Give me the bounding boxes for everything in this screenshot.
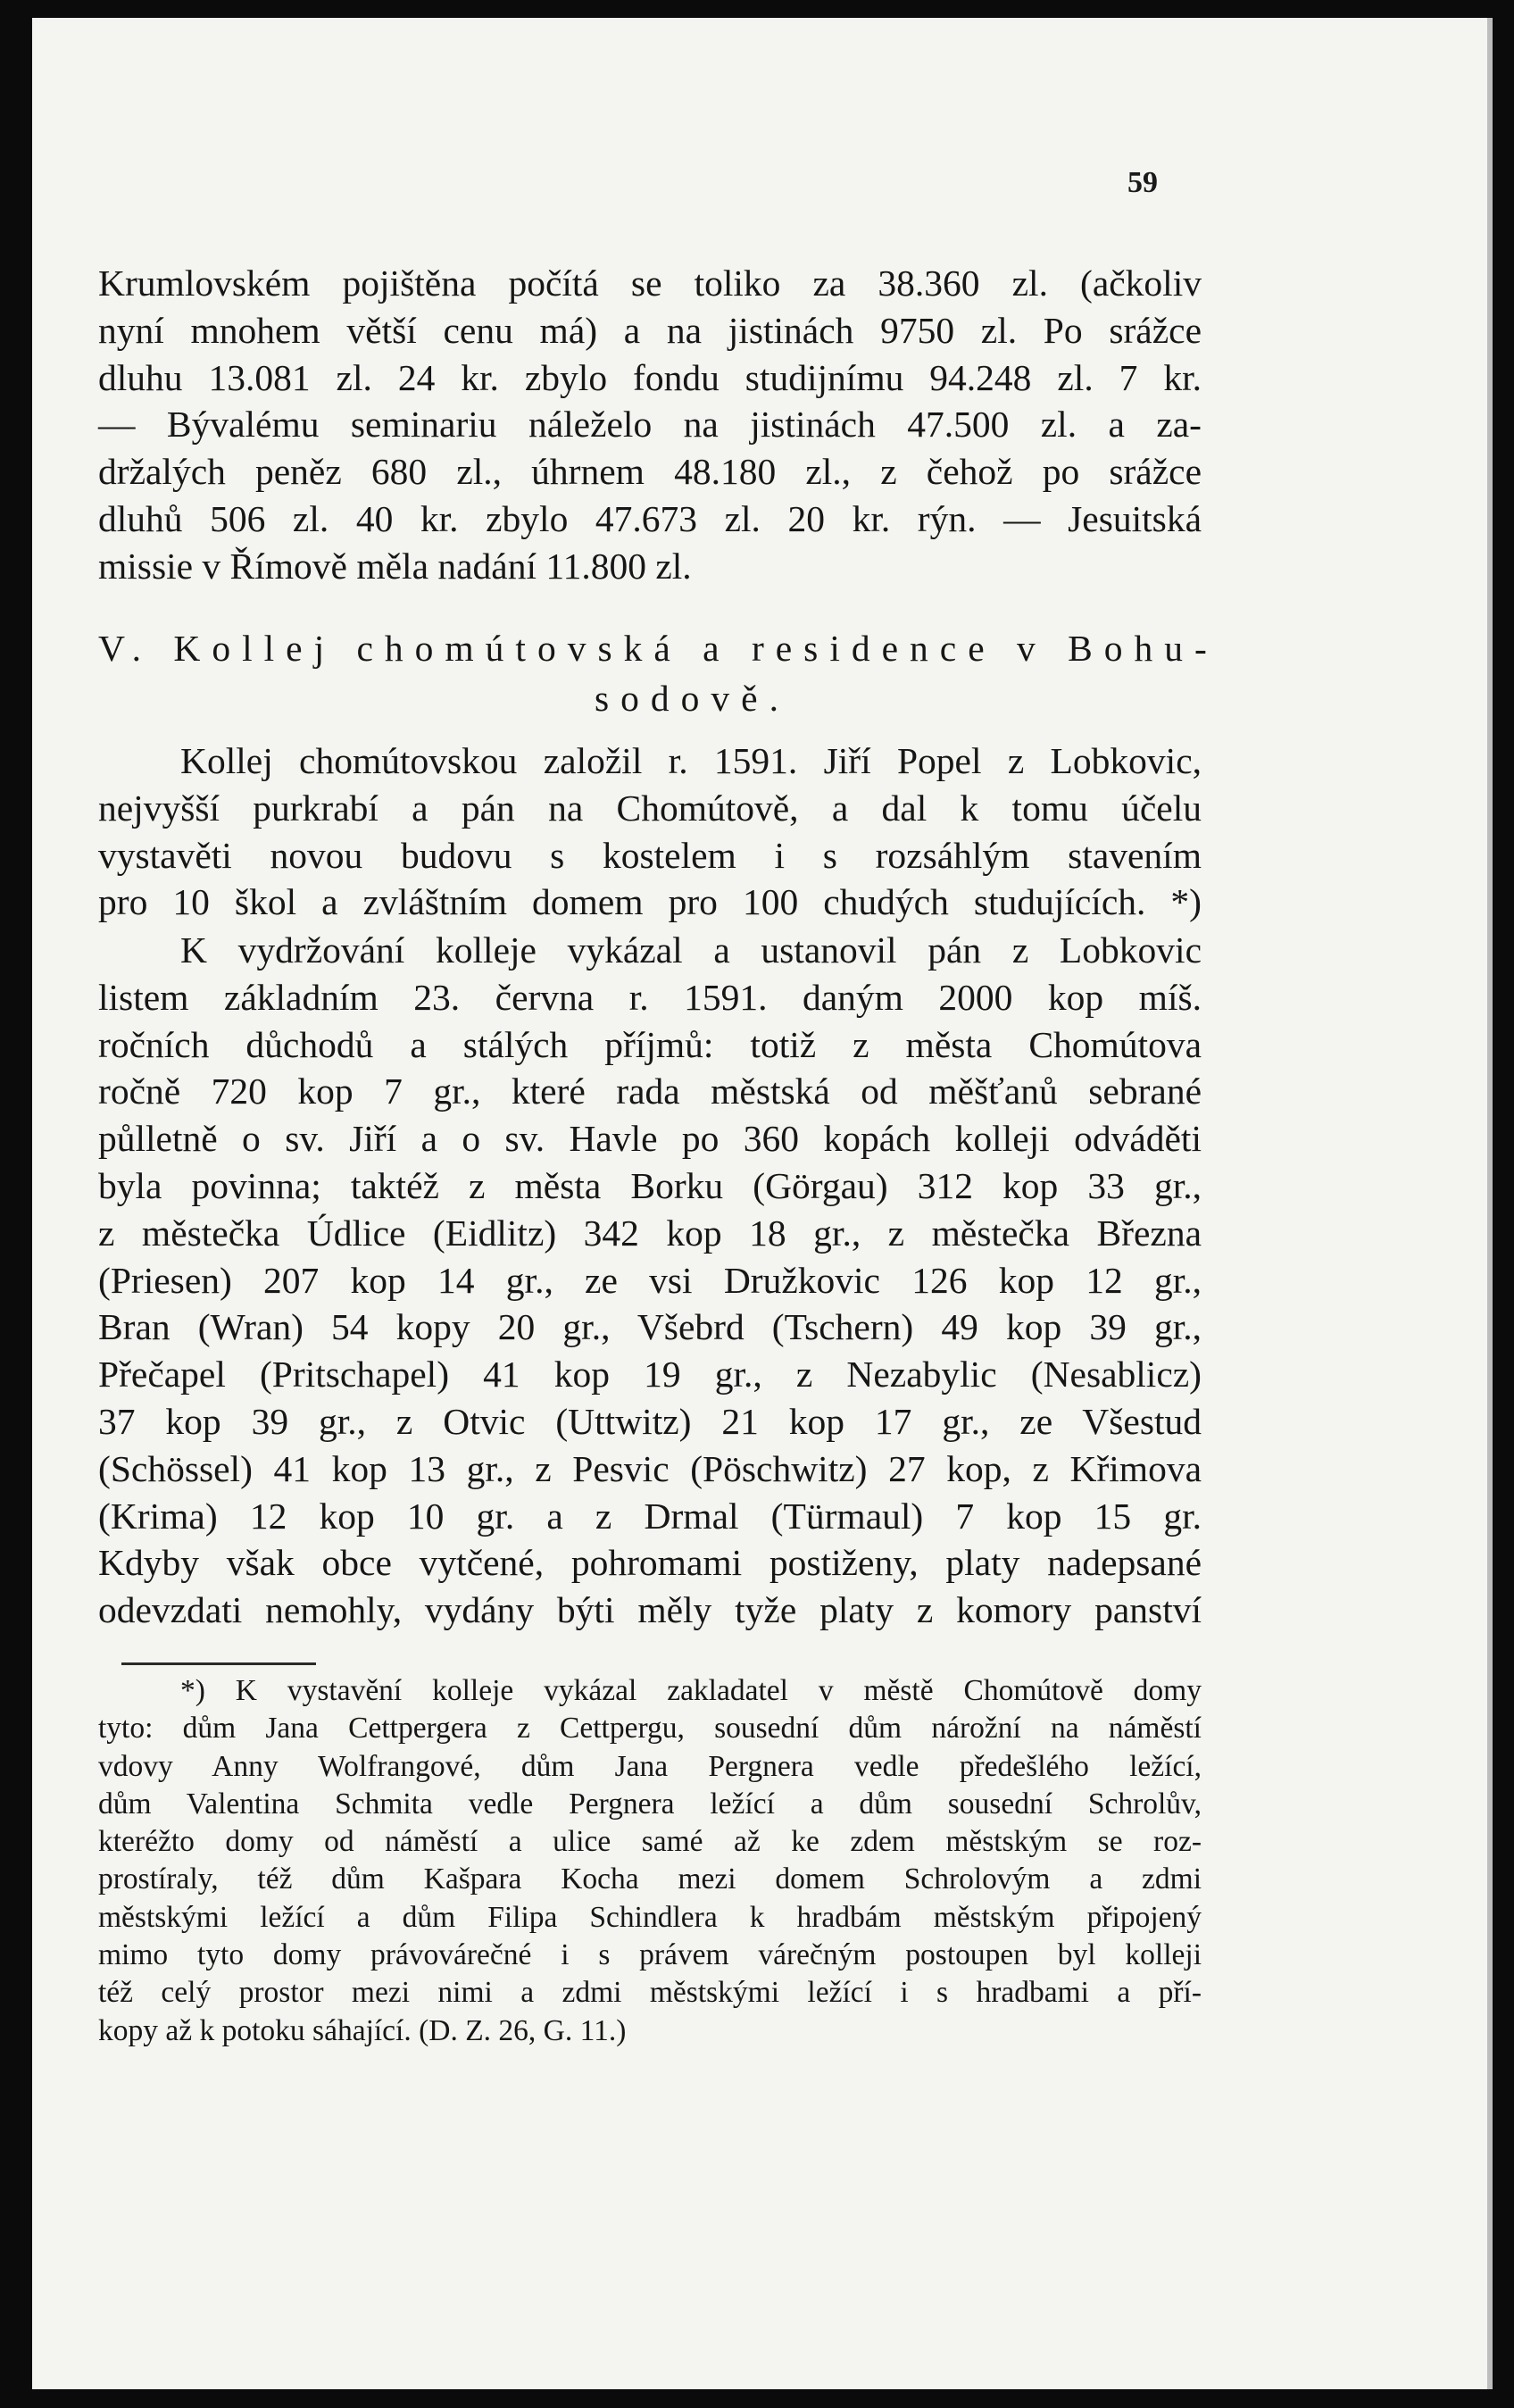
text-line: ročně 720 kop 7 gr., které rada městská od měšťanů sebrané	[98, 1071, 1202, 1112]
paragraph-top	[98, 260, 1202, 590]
text-line: Kdyby však obce vytčené, pohromami postiženy, platy nadepsané	[98, 1542, 1202, 1584]
footnote-line: kopy až k potoku sáhající. (D. Z. 26, G. 11.)	[98, 2013, 627, 2047]
text-line: missie v Římově měla nadání 11.800 zl.	[98, 545, 692, 587]
text-line: ročních důchodů a stálých příjmů: totiž z města Chomútova	[98, 1023, 1202, 1065]
text-line: vystavěti novou budovu s kostelem i s rozsáhlým stavením	[98, 834, 1202, 876]
text-line: nejvyšší purkrabí a pán na Chomútově, a dal k tomu účelu	[98, 787, 1202, 829]
text-line: listem základním 23. června r. 1591. daným 2000 kop míš.	[98, 976, 1202, 1018]
footnote-line: městskými ležící a dům Filipa Schindlera k hradbám městským připojený	[98, 1900, 1202, 1934]
text-line: (Krima) 12 kop 10 gr. a z Drmal (Türmaul) 7 kop 15 gr.	[98, 1495, 1202, 1537]
footnote-line: vdovy Anny Wolfrangové, dům Jana Pergnera vedle předešlého ležící,	[98, 1749, 1202, 1783]
page-number: 59	[1127, 166, 1158, 199]
footnote-line: mimo tyto domy právovárečné i s právem várečným postoupen byl kolleji	[98, 1938, 1202, 1972]
scan-left-edge	[12, 18, 32, 2389]
paragraph-second	[98, 927, 1202, 1634]
text-line: držalých peněz 680 zl., úhrnem 48.180 zl., z čehož po srážce	[98, 451, 1202, 493]
section-heading-line: V. Kollej chomútovská a residence v Bohu-	[98, 628, 1219, 669]
footnote	[98, 1672, 1202, 2050]
text-line: z městečka Údlice (Eidlitz) 342 kop 18 gr., z městečka Března	[98, 1212, 1202, 1254]
text-line: Krumlovském pojištěna počítá se toliko za 38.360 zl. (ačkoliv	[98, 262, 1202, 304]
text-line: byla povinna; taktéž z města Borku (Görgau) 312 kop 33 gr.,	[98, 1164, 1202, 1206]
text-line: — Bývalému seminariu náleželo na jistinách 47.500 zl. a za-	[98, 404, 1202, 446]
footnote-divider	[121, 1662, 316, 1665]
text-line: Kollej chomútovskou založil r. 1591. Jiří Popel z Lobkovic,	[180, 740, 1202, 781]
section-heading	[98, 623, 1219, 723]
text-line: odevzdati nemohly, vydány býti měly tyže platy z komory panství	[98, 1589, 1202, 1631]
text-line: dluhů 506 zl. 40 kr. zbylo 47.673 zl. 20 kr. rýn. — Jesuitská	[98, 497, 1202, 539]
footnote-line: dům Valentina Schmita vedle Pergnera ležící a dům sousední Schrolův,	[98, 1787, 1202, 1821]
text-line: (Schössel) 41 kop 13 gr., z Pesvic (Pöschwitz) 27 kop, z Křimova	[98, 1447, 1202, 1489]
text-line: (Priesen) 207 kop 14 gr., ze vsi Družkovic 126 kop 12 gr.,	[98, 1259, 1202, 1301]
text-line: K vydržování kolleje vykázal a ustanovil pán z Lobkovic	[180, 929, 1202, 971]
footnote-line: kteréžto domy od náměstí a ulice samé až ke zdem městským se roz-	[98, 1825, 1202, 1859]
paragraph-main	[98, 737, 1202, 926]
footnote-line: *) K vystavění kolleje vykázal zakladatel v městě Chomútově domy	[180, 1674, 1202, 1707]
text-line: 37 kop 39 gr., z Otvic (Uttwitz) 21 kop 17 gr., ze Všestud	[98, 1400, 1202, 1442]
text-line: nyní mnohem větší cenu má) a na jistinách 9750 zl. Po srážce	[98, 309, 1202, 351]
text-line: Přečapel (Pritschapel) 41 kop 19 gr., z Nezabylic (Nesablicz)	[98, 1354, 1202, 1396]
section-heading-line: sodově.	[595, 678, 790, 719]
text-line: pro 10 škol a zvláštním domem pro 100 chudých studujících. *)	[98, 881, 1202, 923]
text-line: Bran (Wran) 54 kopy 20 gr., Všebrd (Tschern) 49 kop 39 gr.,	[98, 1306, 1202, 1348]
footnote-line: prostíraly, též dům Kašpara Kocha mezi domem Schrolovým a zdmi	[98, 1862, 1202, 1896]
footnote-line: též celý prostor mezi nimi a zdmi městskými ležící i s hradbami a pří-	[98, 1976, 1202, 2010]
text-line: půlletně o sv. Jiří a o sv. Havle po 360 kopách kolleji odváděti	[98, 1118, 1202, 1160]
text-line: dluhu 13.081 zl. 24 kr. zbylo fondu studijnímu 94.248 zl. 7 kr.	[98, 356, 1202, 398]
footnote-line: tyto: dům Jana Cettpergera z Cettpergu, sousední dům nárožní na náměstí	[98, 1712, 1202, 1746]
